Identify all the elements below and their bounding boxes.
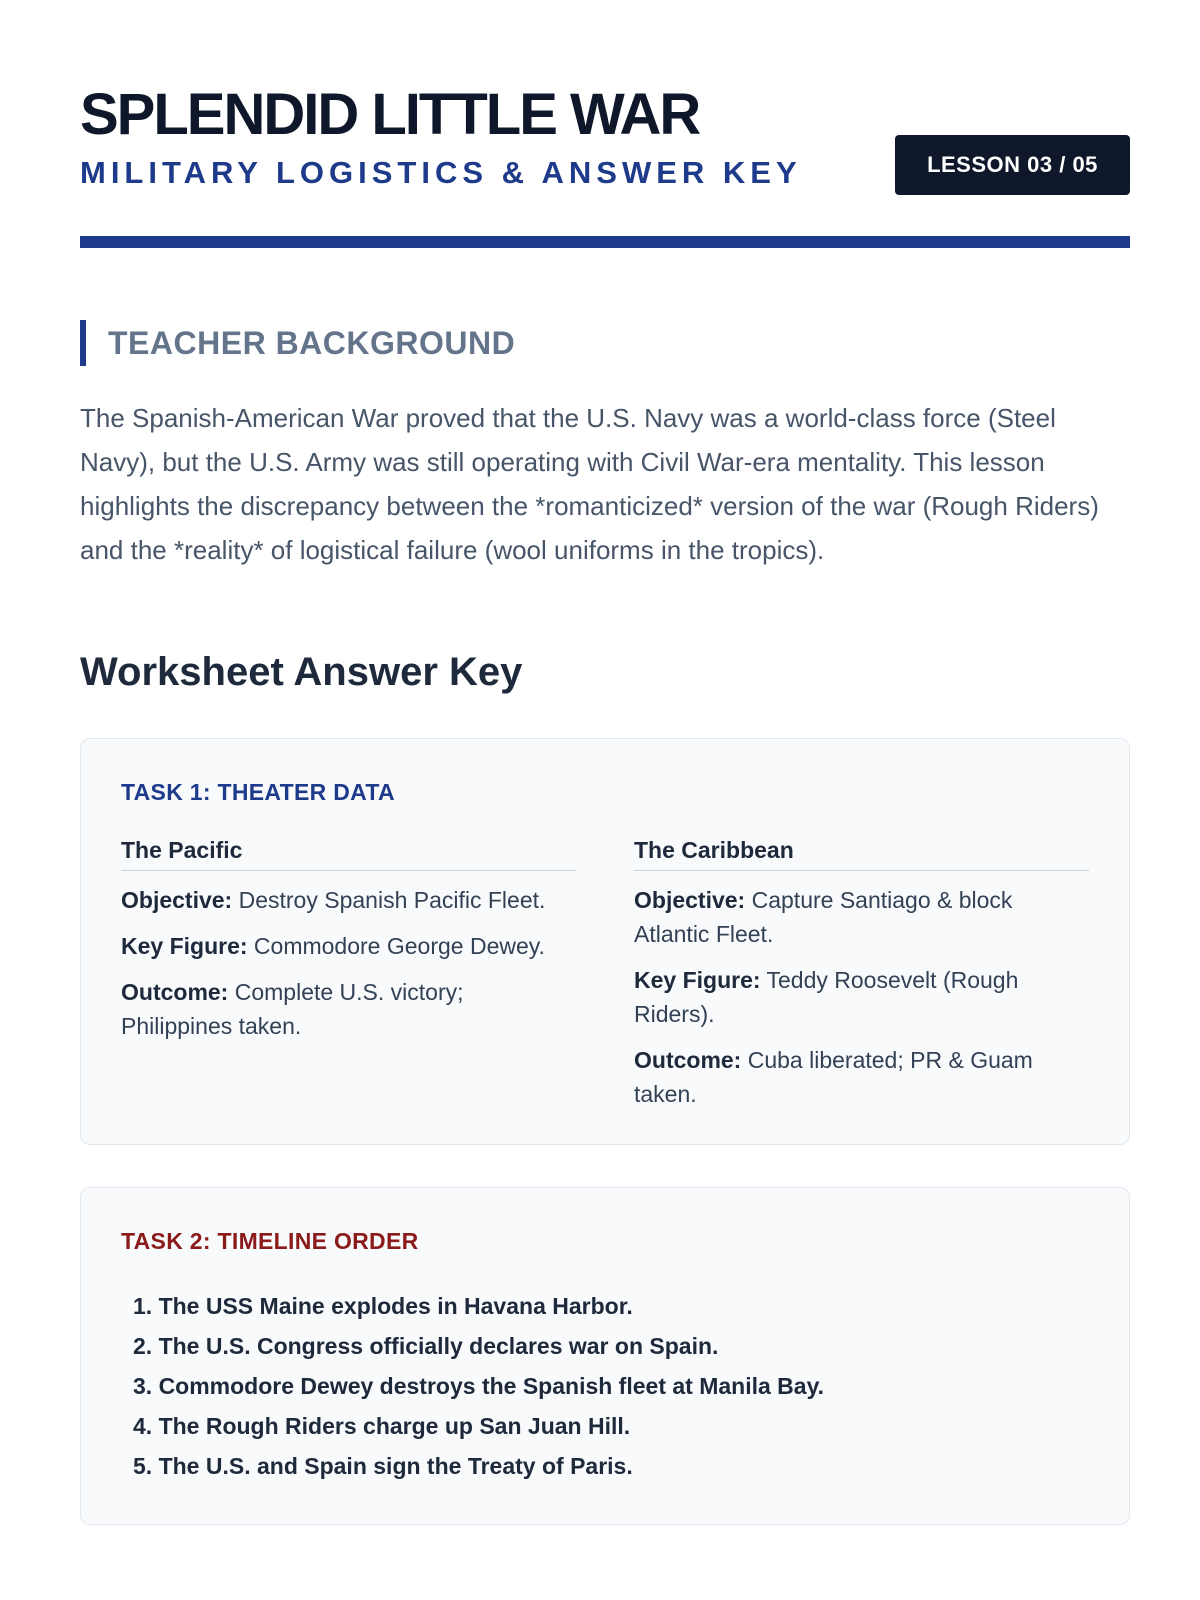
theater-caribbean [634, 837, 1089, 1112]
teacher-background-label: TEACHER BACKGROUND [80, 320, 1130, 366]
fact-label: Objective: [634, 887, 746, 914]
theater-name: The Caribbean [634, 837, 1089, 872]
page-header [80, 80, 1130, 250]
theater-outcome [634, 1043, 1089, 1111]
theater-name: The Pacific [121, 837, 576, 872]
task2-title: TASK 2: TIMELINE ORDER [121, 1228, 419, 1254]
theater-objective [121, 883, 576, 917]
fact-value: Teddy Roosevelt (Rough Riders). [634, 967, 1019, 1028]
task1-title: TASK 1: THEATER DATA [121, 779, 395, 805]
theater-outcome [121, 975, 576, 1043]
timeline-item: 5. The U.S. and Spain sign the Treaty of Paris. [133, 1452, 633, 1479]
timeline-item: 3. Commodore Dewey destroys the Spanish fleet at Manila Bay. [133, 1372, 825, 1399]
timeline-list [121, 1286, 1089, 1486]
fact-value: Commodore George Dewey. [253, 933, 545, 960]
fact-label: Objective: [121, 887, 233, 914]
answer-key-heading: Worksheet Answer Key [80, 650, 523, 694]
timeline-item: 4. The Rough Riders charge up San Juan Hill. [133, 1412, 631, 1439]
fact-label: Key Figure: [634, 967, 761, 994]
theater-pacific [121, 837, 576, 1112]
fact-label: Outcome: [121, 979, 229, 1006]
page-title: SPLENDID LITTLE WAR [80, 82, 700, 147]
task1-card [80, 738, 1130, 1145]
fact-value: Cuba liberated; PR & Guam taken. [634, 1047, 1033, 1108]
theater-objective [634, 883, 1089, 951]
theater-key-figure [634, 963, 1089, 1031]
fact-value: Capture Santiago & block Atlantic Fleet. [634, 887, 1013, 948]
lesson-badge: LESSON 03 / 05 [895, 135, 1130, 195]
fact-value: Complete U.S. victory; Philippines taken. [121, 979, 464, 1040]
page-subtitle: MILITARY LOGISTICS & ANSWER KEY [80, 155, 802, 190]
timeline-item: 1. The USS Maine explodes in Havana Harbor. [133, 1292, 633, 1319]
fact-label: Key Figure: [121, 933, 248, 960]
fact-value: Destroy Spanish Pacific Fleet. [238, 887, 546, 914]
theater-columns [121, 837, 1089, 1112]
teacher-background-text: The Spanish-American War proved that the U.S. Navy was a world-class force (Steel Navy), but the U.S. Army was still operating with Civil War-era mentality. This lesson highlights the discrepancy between the *romanticized* version of the war (Rough Riders) and the *reality* of logistical failure (wool uniforms in the tropics). [80, 403, 1099, 565]
fact-label: Outcome: [634, 1047, 742, 1074]
header-divider [80, 236, 1130, 248]
timeline-item: 2. The U.S. Congress officially declares war on Spain. [133, 1332, 719, 1359]
worksheet-page [80, 80, 1130, 1525]
task2-card [80, 1187, 1130, 1525]
theater-key-figure [121, 929, 576, 963]
